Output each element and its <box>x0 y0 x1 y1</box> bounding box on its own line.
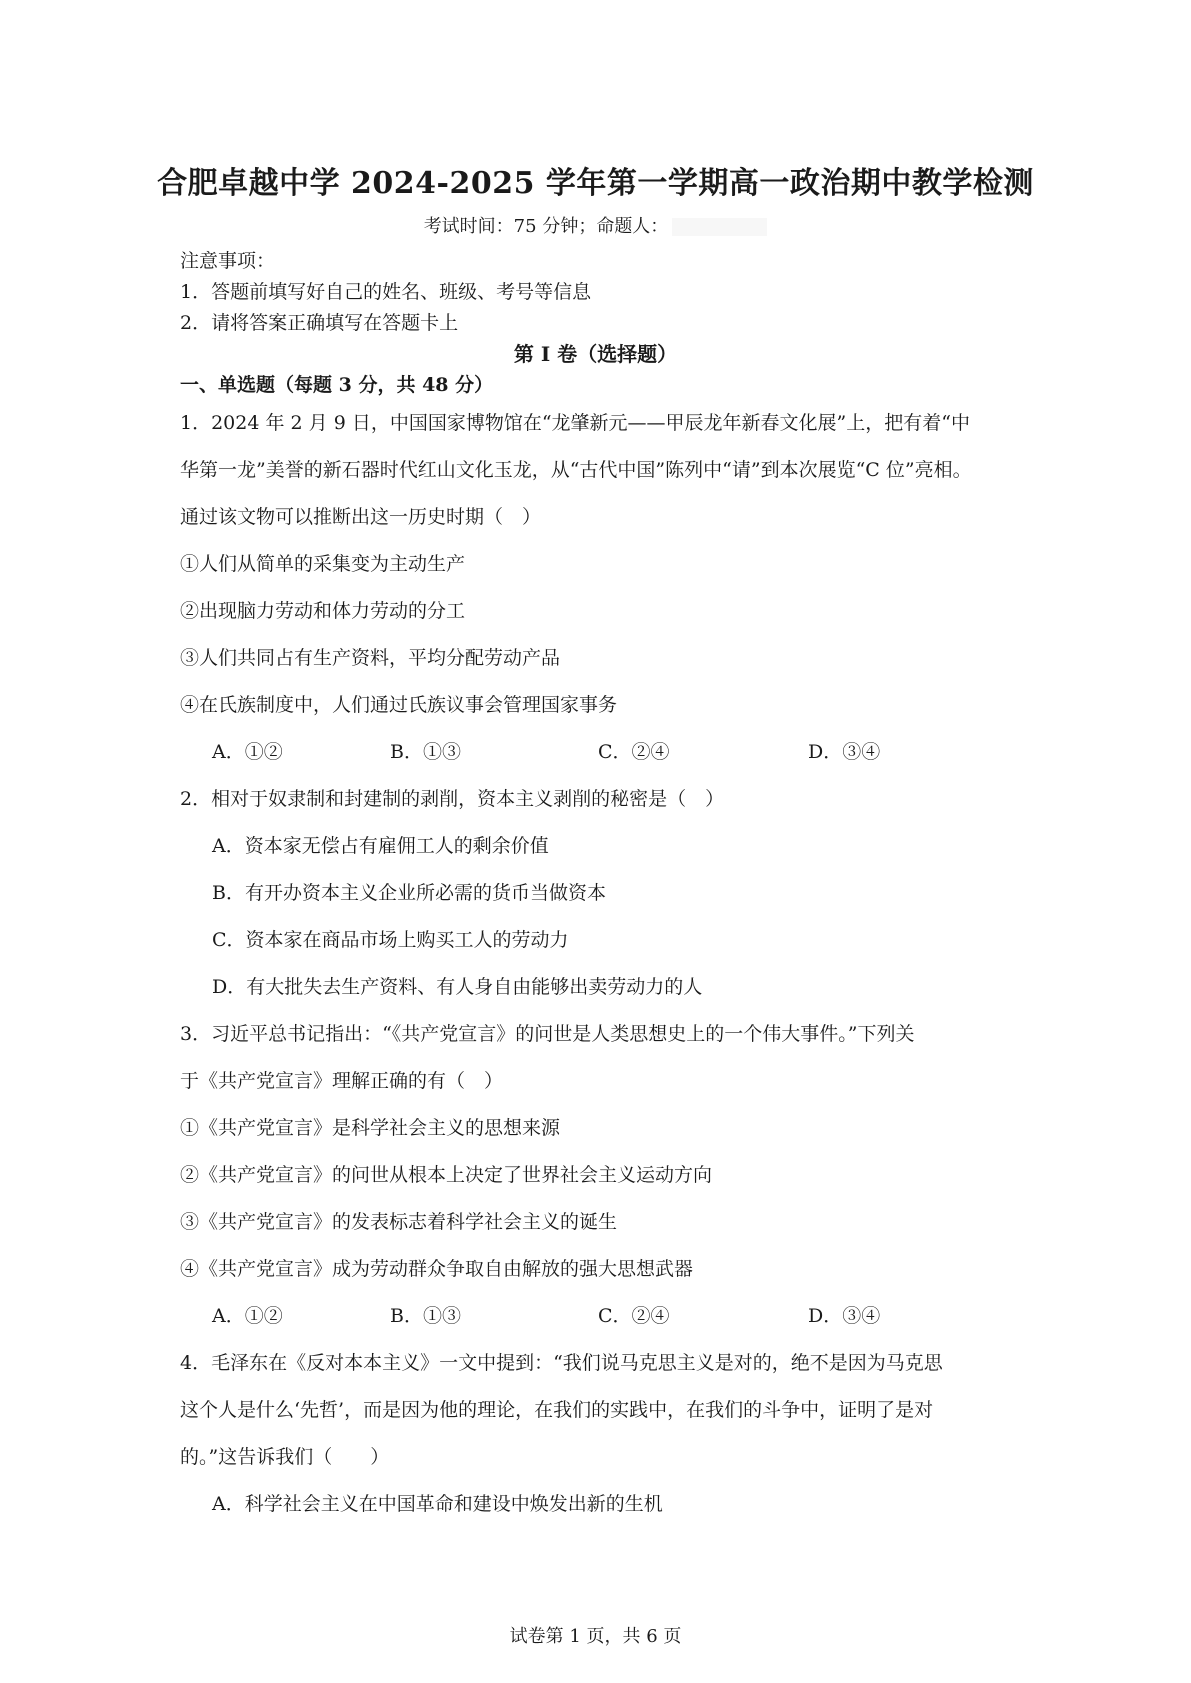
q3-option-a: A．①② <box>212 1305 283 1327</box>
q2-stem: 2．相对于奴隶制和封建制的剥削，资本主义剥削的秘密是（ ） <box>180 788 725 810</box>
q2-option-d: D．有大批失去生产资料、有人身自由能够出卖劳动力的人 <box>212 976 703 998</box>
q1-option-b: B．①③ <box>390 741 461 763</box>
q2-option-c: C．资本家在商品市场上购买工人的劳动力 <box>212 929 569 951</box>
q1-stem-line: 华第一龙”美誉的新石器时代红山文化玉龙，从“古代中国”陈列中“请”到本次展览“C 位”亮相。 <box>180 459 972 481</box>
redacted-author <box>672 218 767 236</box>
q3-stem-line: 3．习近平总书记指出：“《共产党宣言》的问世是人类思想史上的一个伟大事件。”下列关 <box>180 1023 915 1045</box>
page-footer: 试卷第 1 页，共 6 页 <box>509 1626 682 1647</box>
q4-stem-line: 的。”这告诉我们（ ） <box>180 1446 390 1468</box>
q1-stem-line: 通过该文物可以推断出这一历史时期（ ） <box>180 506 542 528</box>
q3-statement: ②《共产党宣言》的问世从根本上决定了世界社会主义运动方向 <box>180 1164 713 1186</box>
q4-stem-line: 这个人是什么‘先哲’，而是因为他的理论，在我们的实践中，在我们的斗争中，证明了是对 <box>180 1399 934 1421</box>
q3-option-c: C．②④ <box>598 1305 670 1327</box>
q2-option-b: B．有开办资本主义企业所必需的货币当做资本 <box>212 882 606 904</box>
q1-statement: ③人们共同占有生产资料，平均分配劳动产品 <box>180 647 561 669</box>
q3-statement: ③《共产党宣言》的发表标志着科学社会主义的诞生 <box>180 1211 618 1233</box>
part-title: 第 I 卷（选择题） <box>513 342 678 366</box>
q1-option-d: D．③④ <box>808 741 881 763</box>
q3-option-d: D．③④ <box>808 1305 881 1327</box>
q3-statement: ④《共产党宣言》成为劳动群众争取自由解放的强大思想武器 <box>180 1258 694 1280</box>
q1-statement: ④在氏族制度中，人们通过氏族议事会管理国家事务 <box>180 694 618 716</box>
notes-heading: 注意事项： <box>180 250 276 272</box>
q3-stem-line: 于《共产党宣言》理解正确的有（ ） <box>180 1070 504 1092</box>
q1-stem-line: 1．2024 年 2 月 9 日，中国国家博物馆在“龙肇新元——甲辰龙年新春文化展”上，把有着“中 <box>180 412 970 434</box>
q1-statement: ②出现脑力劳动和体力劳动的分工 <box>180 600 466 622</box>
q3-option-b: B．①③ <box>390 1305 461 1327</box>
q1-option-c: C．②④ <box>598 741 670 763</box>
q1-statement: ①人们从简单的采集变为主动生产 <box>180 553 466 575</box>
q4-stem-line: 4．毛泽东在《反对本本主义》一文中提到：“我们说马克思主义是对的，绝不是因为马克思 <box>180 1352 943 1374</box>
note-item: 2．请将答案正确填写在答题卡上 <box>180 312 459 334</box>
section-title: 一、单选题（每题 3 分，共 48 分） <box>180 374 494 396</box>
q2-option-a: A．资本家无偿占有雇佣工人的剩余价值 <box>212 835 549 857</box>
q4-option-a: A．科学社会主义在中国革命和建设中焕发出新的生机 <box>212 1493 663 1515</box>
note-item: 1．答题前填写好自己的姓名、班级、考号等信息 <box>180 281 592 303</box>
q3-statement: ①《共产党宣言》是科学社会主义的思想来源 <box>180 1117 561 1139</box>
q1-option-a: A．①② <box>212 741 283 763</box>
exam-title: 合肥卓越中学 2024-2025 学年第一学期高一政治期中教学检测 <box>157 166 1034 201</box>
exam-info: 考试时间：75 分钟；命题人： <box>0 212 1191 238</box>
